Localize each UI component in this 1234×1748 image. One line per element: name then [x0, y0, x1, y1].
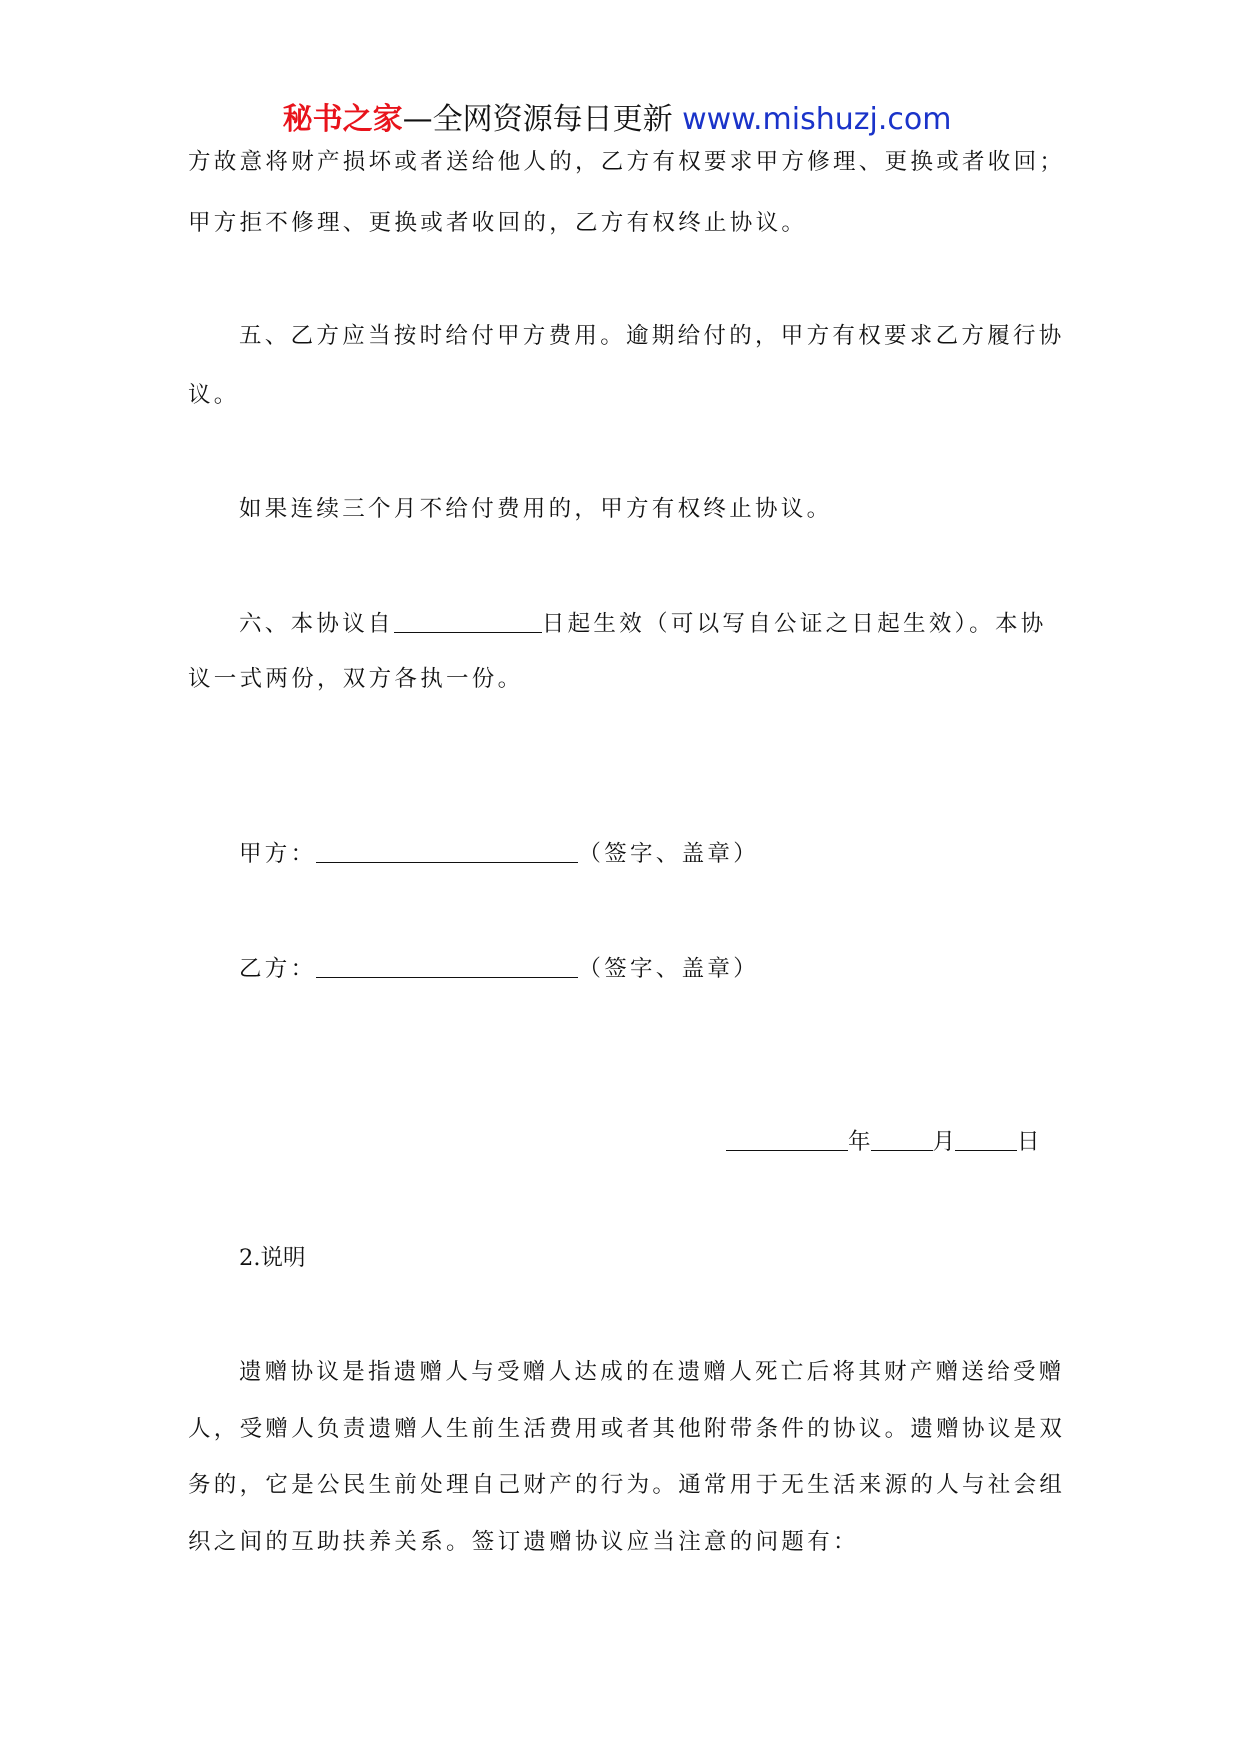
sign-note: （签字、盖章） [578, 956, 760, 982]
clause-six-rest: 日起生效（可以写自公证之日起生效）。本协 [541, 611, 1047, 637]
date-year-label: 年 [848, 1129, 871, 1155]
section-title: 2.说明 [239, 1245, 306, 1271]
paragraph-line: 人，受赠人负责遗赠人生前生活费用或者其他附带条件的协议。遗赠协议是双 [188, 1416, 1066, 1442]
party-a-signature-row [239, 839, 759, 869]
paragraph-line: 务的，它是公民生前处理自己财产的行为。通常用于无生活来源的人与社会组 [188, 1472, 1066, 1498]
site-tagline: —全网资源每日更新 [402, 102, 673, 137]
year-blank [726, 1128, 848, 1151]
paragraph-line: 织之间的互助扶养关系。签订遗赠协议应当注意的问题有： [188, 1529, 859, 1555]
party-a-signature-blank [316, 840, 578, 863]
party-a-label: 甲方： [239, 841, 317, 867]
date-month-label: 月 [932, 1129, 956, 1155]
paragraph-line: 甲方拒不修理、更换或者收回的，乙方有权终止协议。 [188, 210, 808, 236]
paragraph-line: 议。 [188, 382, 240, 408]
date-day-label: 日 [1017, 1129, 1040, 1155]
day-blank [955, 1128, 1017, 1151]
site-header [0, 100, 1234, 140]
paragraph-line: 方故意将财产损坏或者送给他人的，乙方有权要求甲方修理、更换或者收回； [188, 149, 1066, 175]
paragraph-line: 五、乙方应当按时给付甲方费用。逾期给付的，甲方有权要求乙方履行协 [239, 323, 1065, 349]
party-b-label: 乙方： [239, 956, 317, 982]
site-brand: 秘书之家 [282, 102, 403, 137]
site-url[interactable]: www.mishuzj.com [682, 102, 952, 137]
party-b-signature-row [239, 954, 759, 984]
clause-six-start: 六、本协议自 [239, 611, 394, 637]
paragraph-line [239, 609, 1047, 639]
effective-date-blank [394, 610, 542, 633]
paragraph-line: 议一式两份，双方各执一份。 [188, 666, 524, 692]
month-blank [871, 1128, 933, 1151]
party-b-signature-blank [316, 955, 578, 978]
sign-note: （签字、盖章） [578, 841, 760, 867]
paragraph-line: 如果连续三个月不给付费用的，甲方有权终止协议。 [239, 496, 833, 522]
date-row [726, 1127, 1040, 1157]
paragraph-line: 遗赠协议是指遗赠人与受赠人达成的在遗赠人死亡后将其财产赠送给受赠 [239, 1359, 1065, 1385]
